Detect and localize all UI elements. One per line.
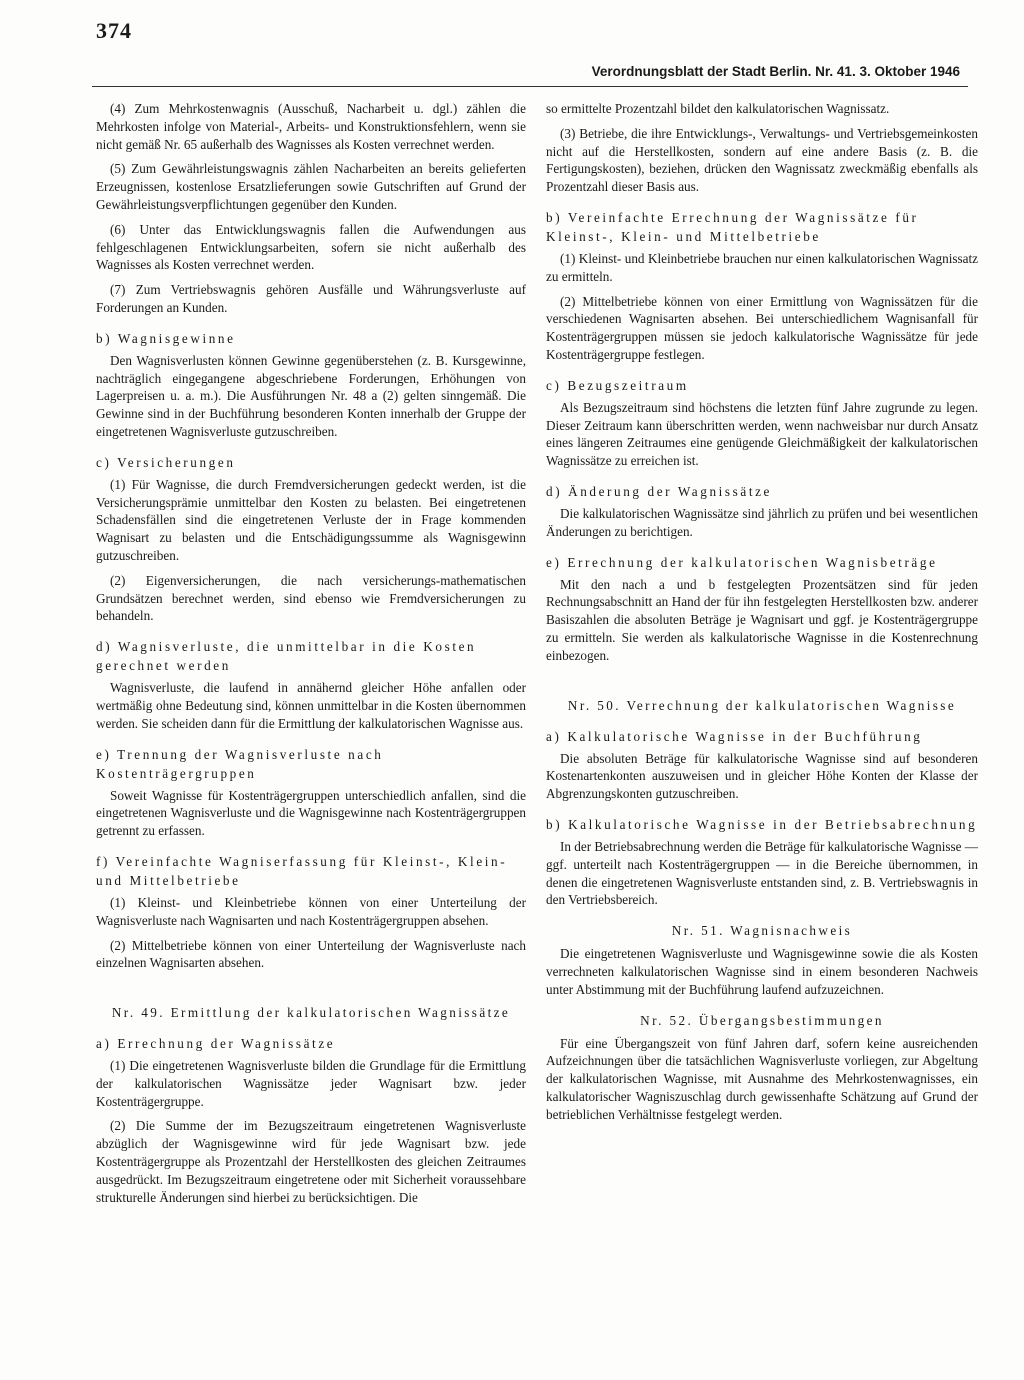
- paragraph: (6) Unter das Entwicklungswagnis fallen die Aufwendungen aus fehlgeschlagenen Entwicklungsarbeiten, sofern sie nicht außerhalb des Wagnisses als Kosten verrechnet werden.: [96, 221, 526, 273]
- paragraph: (1) Kleinst- und Kleinbetriebe können von einer Unterteilung der Wagnisverluste nach Wagnisarten und nach Kostenträgergruppen absehen.: [96, 894, 526, 928]
- page-number: 374: [96, 18, 132, 43]
- paragraph: Als Bezugszeitraum sind höchstens die letzten fünf Jahre zugrunde zu legen. Dieser Zeitraum kann überschritten werden, wenn nachweisbar nur durch Ansatz eines längeren Zeitraumes eine genügende Gleichmäßigkeit der kalkulatorischen Wagnissätze zu erreichen ist.: [546, 399, 978, 469]
- article-heading: Nr. 50. Verrechnung der kalkulatorischen Wagnisse: [567, 697, 957, 713]
- paragraph: so ermittelte Prozentzahl bildet den kalkulatorischen Wagnissatz.: [546, 101, 890, 116]
- section-heading: e) Trennung der Wagnisverluste nach Kostenträgergruppen: [96, 746, 384, 781]
- paragraph: (1) Die eingetretenen Wagnisverluste bilden die Grundlage für die Ermittlung der kalkulatorischen Wagnissätze jeder Wagnisart bzw. jeder Kostenträgergruppe.: [96, 1058, 526, 1109]
- section-heading: d) Wagnisverluste, die unmittelbar in die Kosten gerechnet werden: [96, 639, 477, 674]
- section-heading: b) Kalkulatorische Wagnisse in der Betriebsabrechnung: [546, 816, 978, 832]
- section-heading: a) Errechnung der Wagnissätze: [96, 1036, 336, 1052]
- section-heading: c) Bezugszeitraum: [546, 377, 689, 393]
- paragraph: Soweit Wagnisse für Kostenträgergruppen unterschiedlich anfallen, sind die eingetretenen Wagnisverluste und die Wagnisgewinne nach Kostenträgergruppen getrennt zu erfassen.: [96, 787, 526, 839]
- paragraph: (2) Die Summe der im Bezugszeitraum eingetretenen Wagnisverluste abzüglich der Wagnisgewinne wird für jede Wagnisart bzw. jede Kostenträgergruppe als Prozentzahl der Herstellkosten des gleichen Zeitraumes ausgedrückt. Im Bezugszeitraum eingetretene oder mit Sicherheit voraussehbare strukturelle Änderungen sind hierbei zu berücksichtigen. Die: [96, 1118, 526, 1205]
- paragraph: Die kalkulatorischen Wagnissätze sind jährlich zu prüfen und bei wesentlichen Änderungen zu berichtigen.: [546, 505, 978, 539]
- paragraph: (3) Betriebe, die ihre Entwicklungs-, Verwaltungs- und Vertriebsgemeinkosten nicht auf die Herstellkosten, sondern auf eine andere Basis (z. B. die Fertigungskosten), beziehen, drücken den Wagnissatz zweckmäßig ebenfalls als Prozentzahl dieser Basis aus.: [546, 125, 978, 195]
- right-column: [546, 100, 978, 1130]
- section-heading: f) Vereinfachte Wagniserfassung für Kleinst-, Klein- und Mittelbetriebe: [96, 853, 508, 888]
- section-heading: d) Änderung der Wagnissätze: [546, 483, 772, 499]
- header-rule: [92, 86, 968, 87]
- article-heading: Nr. 52. Übergangsbestimmungen: [640, 1012, 884, 1028]
- section-heading: c) Versicherungen: [96, 454, 236, 470]
- paragraph: Den Wagnisverlusten können Gewinne gegenüberstehen (z. B. Kursgewinne, nachträglich eingegangene abgeschriebene Forderungen, Erhöhungen von Lagerpreisen u. a. m.). Die Ausführungen Nr. 48 a (2) gelten sinngemäß. Die Gewinne sind in der Buchführung besonderen Konten innerhalb der Gruppe der eingetretenen Wagnisverluste gutzuschreiben.: [96, 352, 526, 439]
- article-heading: Nr. 51. Wagnisnachweis: [671, 923, 853, 939]
- paragraph: Für eine Übergangszeit von fünf Jahren darf, sofern keine ausreichenden Aufzeichnungen über die tatsächlichen Wagnisverluste vorliegen, zur Abgeltung der kalkulatorischen Wagnisse, mit Ausnahme des Mehrkostenwagnisses, ein kalkulatorischer Wagniszuschlag durch gewissenhafte Schätzung auf Grund der betrieblichen Verhältnisse festgelegt werden.: [546, 1035, 978, 1122]
- paragraph: Wagnisverluste, die laufend in annähernd gleicher Höhe anfallen oder wertmäßig ohne Bedeutung sind, können unmittelbar in die Kosten übernommen werden. Sie scheiden dann für die Ermittlung der kalkulatorischen Wagnisse aus.: [96, 680, 526, 731]
- section-heading: b) Vereinfachte Errechnung der Wagnissätze für Kleinst-, Klein- und Mittelbetriebe: [546, 209, 919, 244]
- running-head: Verordnungsblatt der Stadt Berlin. Nr. 41. 3. Oktober 1946: [591, 64, 960, 79]
- paragraph: (2) Eigenversicherungen, die nach versicherungs-mathematischen Grundsätzen berechnet werden, sind ebenso wie Fremdversicherungen zu behandeln.: [96, 572, 526, 624]
- paragraph: (2) Mittelbetriebe können von einer Ermittlung von Wagnissätzen für die verschiedenen Wagnisarten absehen. Bei unterschiedlichem Wagnisanfall für Kostenträgergruppen müssen sie jedoch kalkulatorische Wagnissätze für jede Kostenträgergruppe festlegen.: [546, 293, 978, 362]
- paragraph: (7) Zum Vertriebswagnis gehören Ausfälle und Währungsverluste auf Forderungen an Kunden.: [96, 282, 526, 315]
- paragraph: (1) Kleinst- und Kleinbetriebe brauchen nur einen kalkulatorischen Wagnissatz zu ermitteln.: [546, 250, 978, 284]
- paragraph: (1) Für Wagnisse, die durch Fremdversicherungen gedeckt werden, ist die Versicherungsprämie unmittelbar den Kosten zu belasten. Bei eingetretenen Schadensfällen sind die eingetretenen Verluste der in Frage kommenden Wagnisart zu belasten und die Entschädigungssumme als Wagnisgewinn gutzuschreiben.: [96, 476, 526, 563]
- section-heading: e) Errechnung der kalkulatorischen Wagnisbeträge: [546, 554, 938, 570]
- paragraph: In der Betriebsabrechnung werden die Beträge für kalkulatorische Wagnisse — ggf. unterteilt nach Kostenträgergruppen — in die Bereiche übernommen, in denen die eingetretenen Wagnisverluste entstanden sind, z. B. Vertriebswagnis in den Vertriebsbereich.: [546, 838, 978, 908]
- article-heading: Nr. 49. Ermittlung der kalkulatorischen Wagnissätze: [111, 1005, 511, 1021]
- section-heading: a) Kalkulatorische Wagnisse in der Buchführung: [546, 728, 923, 744]
- paragraph: (5) Zum Gewährleistungswagnis zählen Nacharbeiten an bereits gelieferten Erzeugnissen, kostenlose Ersatzlieferungen sowie Gutschriften auf Grund der Gewährleistungsverpflichtungen gegenüber den Kunden.: [96, 161, 526, 212]
- paragraph: (4) Zum Mehrkostenwagnis (Ausschuß, Nacharbeit u. dgl.) zählen die Mehrkosten infolge von Material-, Arbeits- und Konstruktionsfehlern, wenn sie nicht gemäß Nr. 65 außerhalb des Wagnisses als Kosten verrechnet werden.: [96, 101, 526, 152]
- paragraph: Die eingetretenen Wagnisverluste und Wagnisgewinne sowie die als Kosten verrechneten kalkulatorischen Wagnisse sind in einem besonderen Nachweis unter Abstimmung mit der Buchführung laufend aufzuzeichnen.: [546, 946, 978, 997]
- section-heading: b) Wagnisgewinne: [96, 330, 236, 346]
- paragraph: (2) Mittelbetriebe können von einer Unterteilung der Wagnisverluste nach einzelnen Wagnisarten absehen.: [96, 937, 526, 971]
- left-column: [96, 100, 526, 1213]
- paragraph: Die absoluten Beträge für kalkulatorische Wagnisse sind auf besonderen Kostenartenkonten auszuweisen und in gleicher Höhe Konten der Klasse der Abgrenzungskonten gutzuschreiben.: [546, 750, 978, 802]
- paragraph: Mit den nach a und b festgelegten Prozentsätzen sind für jeden Rechnungsabschnitt an Hand der für ihn festgelegten Herstellkosten bzw. anderer Basiszahlen die absoluten Beträge je Wagnisart und ggf. je Kostenträgergruppe zu ermitteln. Sie werden als kalkulatorische Wagnisse in die Kostenrechnung einbezogen.: [546, 576, 978, 663]
